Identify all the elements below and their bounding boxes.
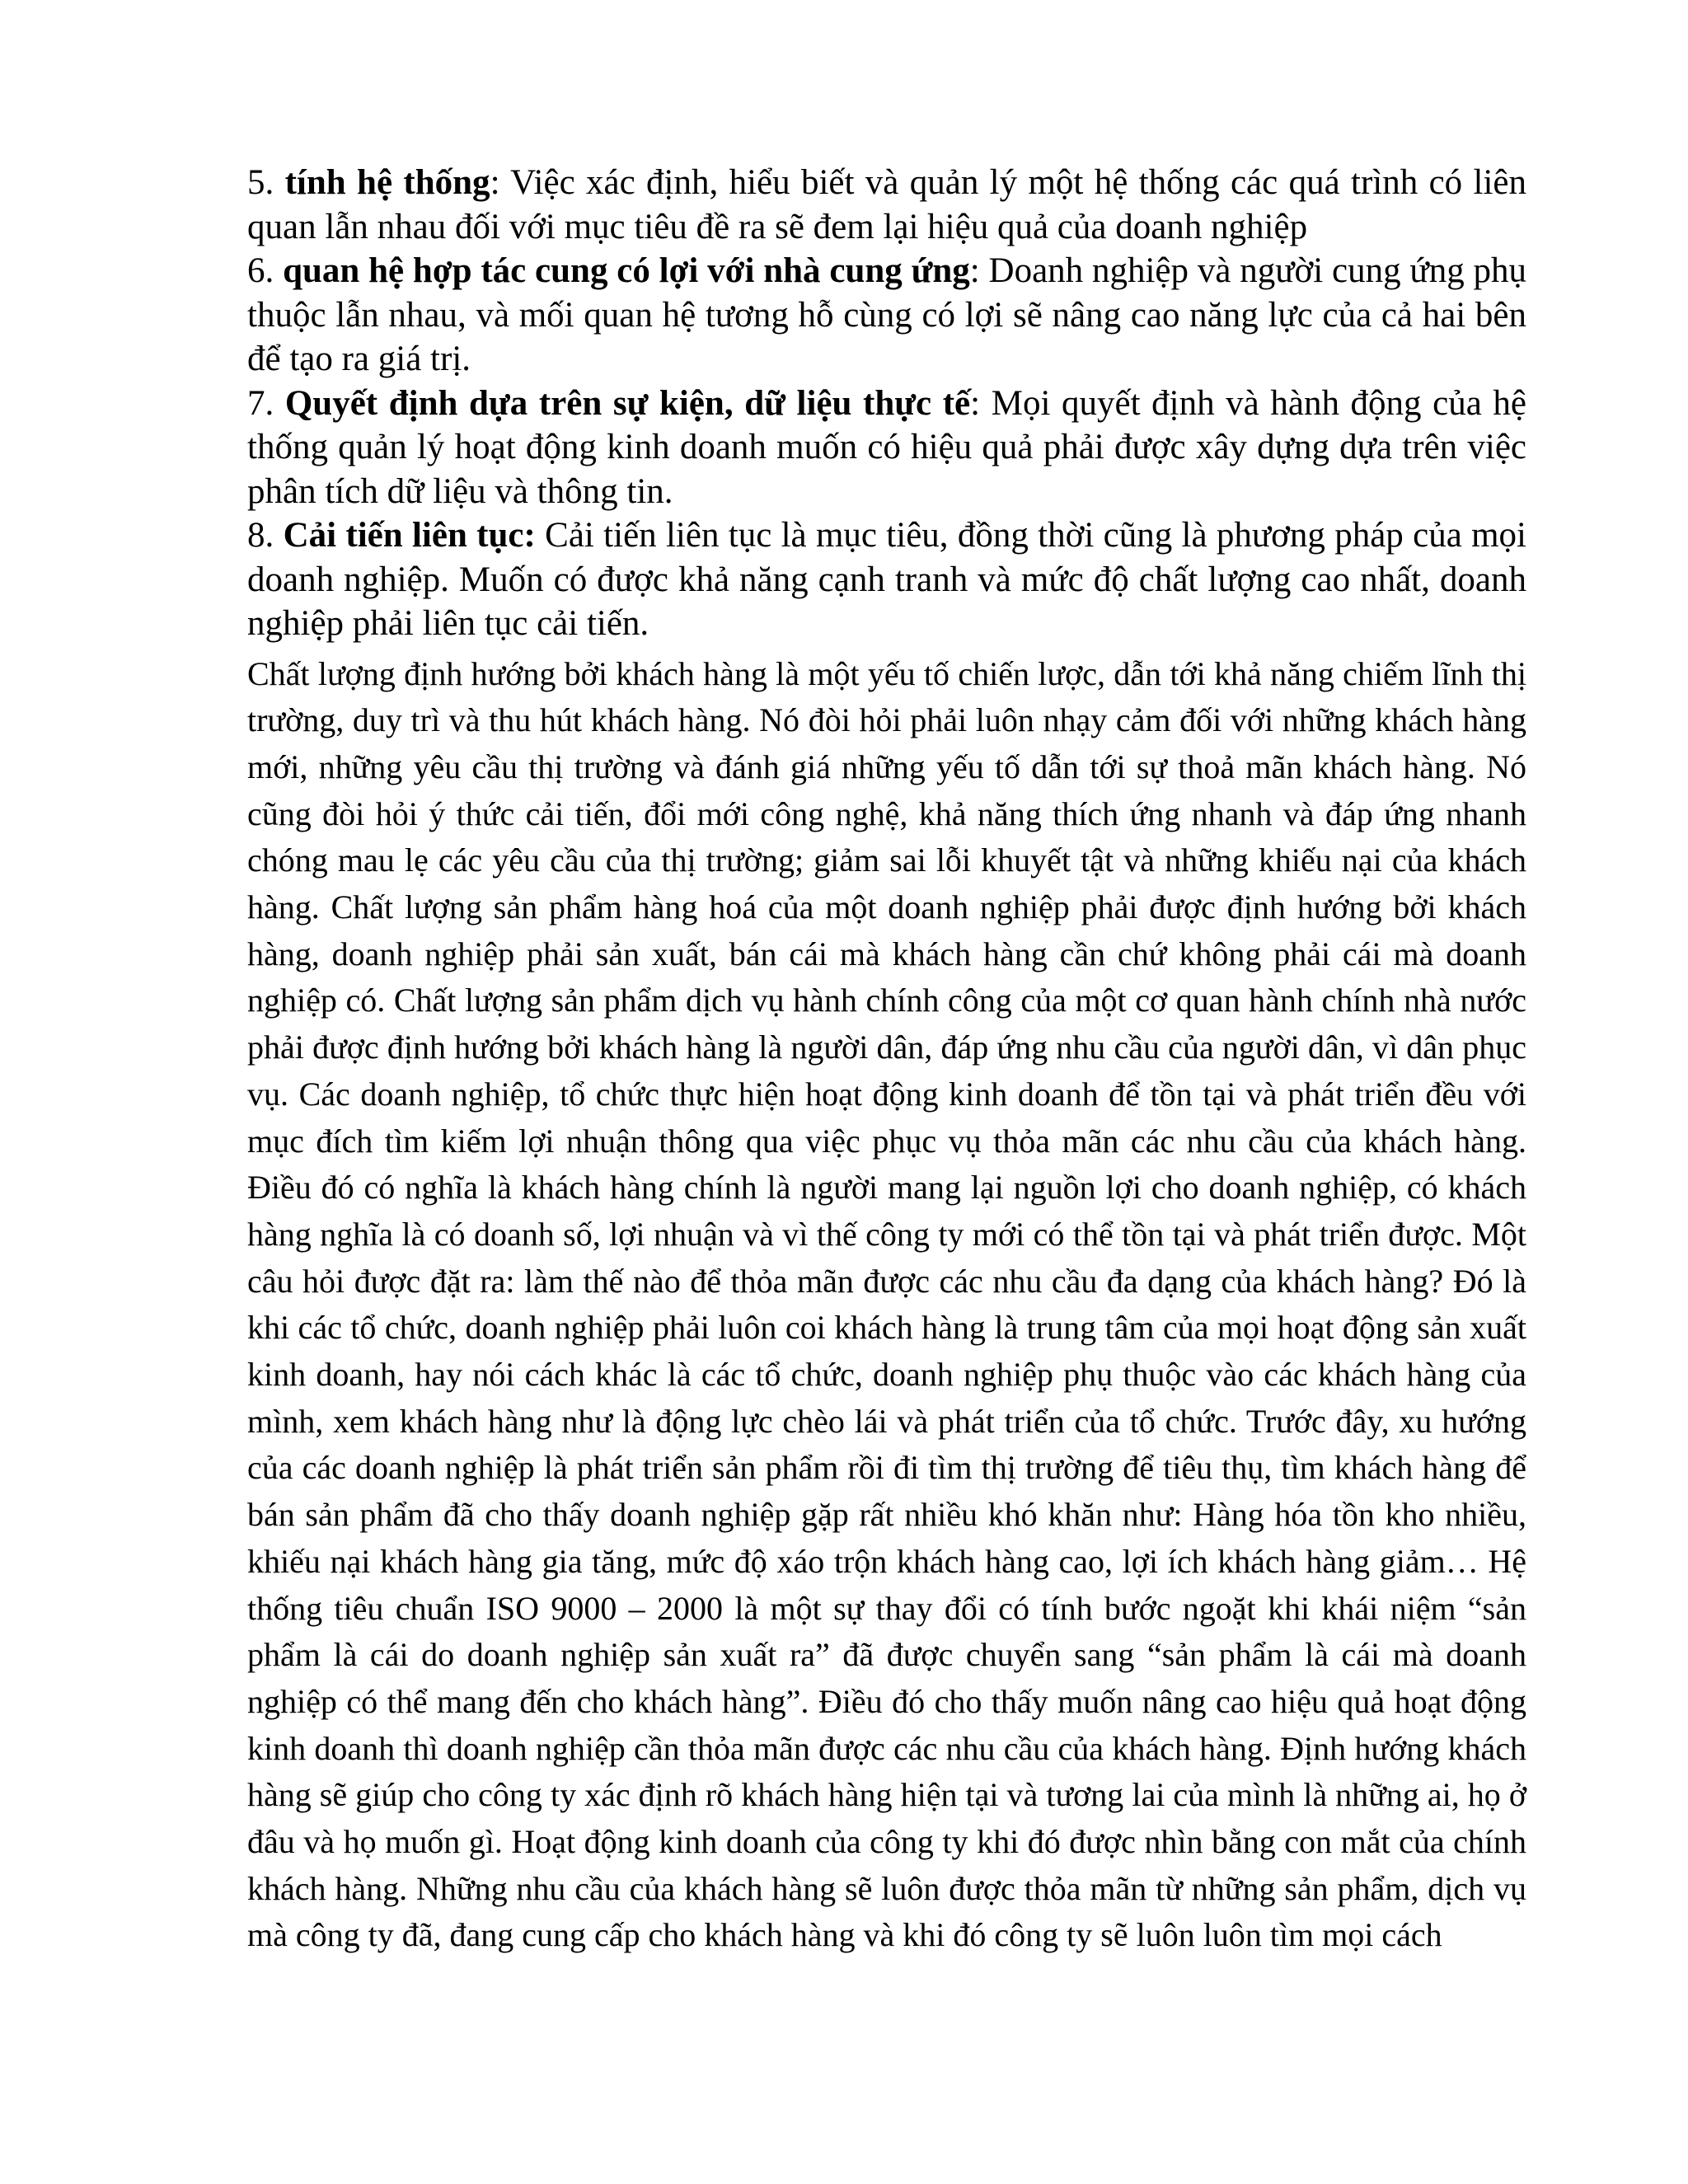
principle-item-8: [247, 513, 1526, 646]
item-text: : Việc xác định, hiểu biết và quản lý một hệ thống các quá trình có liên quan lẫn nhau đối với mục tiêu đề ra sẽ đem lại hiệu quả của doanh nghiệp: [247, 163, 1526, 246]
item-heading: Quyết định dựa trên sự kiện, dữ liệu thực tế: [284, 383, 971, 423]
item-number: 7.: [247, 383, 274, 423]
item-number: 5.: [247, 163, 274, 202]
body-paragraph: Chất lượng định hướng bởi khách hàng là một yếu tố chiến lược, dẫn tới khả năng chiếm lĩnh thị trường, duy trì và thu hút khách hàng. Nó đòi hỏi phải luôn nhạy cảm đối với những khách hàng mới, những yêu cầu thị trường và đánh giá những yếu tố dẫn tới sự thoả mãn khách hàng. Nó cũng đòi hỏi ý thức cải tiến, đổi mới công nghệ, khả năng thích ứng nhanh và đáp ứng nhanh chóng mau lẹ các yêu cầu của thị trường; giảm sai lỗi khuyết tật và những khiếu nại của khách hàng. Chất lượng sản phẩm hàng hoá của một doanh nghiệp phải được định hướng bởi khách hàng, doanh nghiệp phải sản xuất, bán cái mà khách hàng cần chứ không phải cái mà doanh nghiệp có. Chất lượng sản phẩm dịch vụ hành chính công của một cơ quan hành chính nhà nước phải được định hướng bởi khách hàng là người dân, đáp ứng nhu cầu của người dân, vì dân phục vụ. Các doanh nghiệp, tổ chức thực hiện hoạt động kinh doanh để tồn tại và phát triển đều với mục đích tìm kiếm lợi nhuận thông qua việc phục vụ thỏa mãn các nhu cầu của khách hàng. Điều đó có nghĩa là khách hàng chính là người mang lại nguồn lợi cho doanh nghiệp, có khách hàng nghĩa là có doanh số, lợi nhuận và vì thế công ty mới có thể tồn tại và phát triển được. Một câu hỏi được đặt ra: làm thế nào để thỏa mãn được các nhu cầu đa dạng của khách hàng? Đó là khi các tổ chức, doanh nghiệp phải luôn coi khách hàng là trung tâm của mọi hoạt động sản xuất kinh doanh, hay nói cách khác là các tổ chức, doanh nghiệp phụ thuộc vào các khách hàng của mình, xem khách hàng như là động lực chèo lái và phát triển của tổ chức. Trước đây, xu hướng của các doanh nghiệp là phát triển sản phẩm rồi đi tìm thị trường để tiêu thụ, tìm khách hàng để bán sản phẩm đã cho thấy doanh nghiệp gặp rất nhiều khó khăn như: Hàng hóa tồn kho nhiều, khiếu nại khách hàng gia tăng, mức độ xáo trộn khách hàng cao, lợi ích khách hàng giảm… Hệ thống tiêu chuẩn ISO 9000 – 2000 là một sự thay đổi có tính bước ngoặt khi khái niệm “sản phẩm là cái do doanh nghiệp sản xuất ra” đã được chuyển sang “sản phẩm là cái mà doanh nghiệp có thể mang đến cho khách hàng”. Điều đó cho thấy muốn nâng cao hiệu quả hoạt động kinh doanh thì doanh nghiệp cần thỏa mãn được các nhu cầu của khách hàng. Định hướng khách hàng sẽ giúp cho công ty xác định rõ khách hàng hiện tại và tương lai của mình là những ai, họ ở đâu và họ muốn gì. Hoạt động kinh doanh của công ty khi đó được nhìn bằng con mắt của chính khách hàng. Những nhu cầu của khách hàng sẽ luôn được thỏa mãn từ những sản phẩm, dịch vụ mà công ty đã, đang cung cấp cho khách hàng và khi đó công ty sẽ luôn luôn tìm mọi cách: [247, 654, 1526, 1954]
item-text: : Doanh nghiệp và người cung ứng phụ thuộc lẫn nhau, và mối quan hệ tương hỗ cùng có lợi sẽ nâng cao năng lực của cả hai bên để tạo ra giá trị.: [247, 251, 1526, 378]
item-heading: quan hệ hợp tác cung có lợi với nhà cung ứng: [283, 251, 970, 290]
principle-item-6: [247, 249, 1526, 382]
item-heading: Cải tiến liên tục:: [283, 516, 536, 555]
principle-item-5: [247, 161, 1526, 249]
principle-item-7: [247, 382, 1526, 514]
document-page: [247, 161, 1526, 1959]
item-text: : Mọi quyết định và hành động của hệ thống quản lý hoạt động kinh doanh muốn có hiệu quả phải được xây dựng dựa trên việc phân tích dữ liệu và thông tin.: [247, 383, 1527, 511]
item-number: 6.: [247, 251, 274, 290]
item-heading: tính hệ thống: [284, 163, 490, 202]
item-number: 8.: [247, 516, 274, 555]
item-text: Cải tiến liên tục là mục tiêu, đồng thời cũng là phương pháp của mọi doanh nghiệp. Muốn có được khả năng cạnh tranh và mức độ chất lượng cao nhất, doanh nghiệp phải liên tục cải tiến.: [247, 516, 1526, 643]
